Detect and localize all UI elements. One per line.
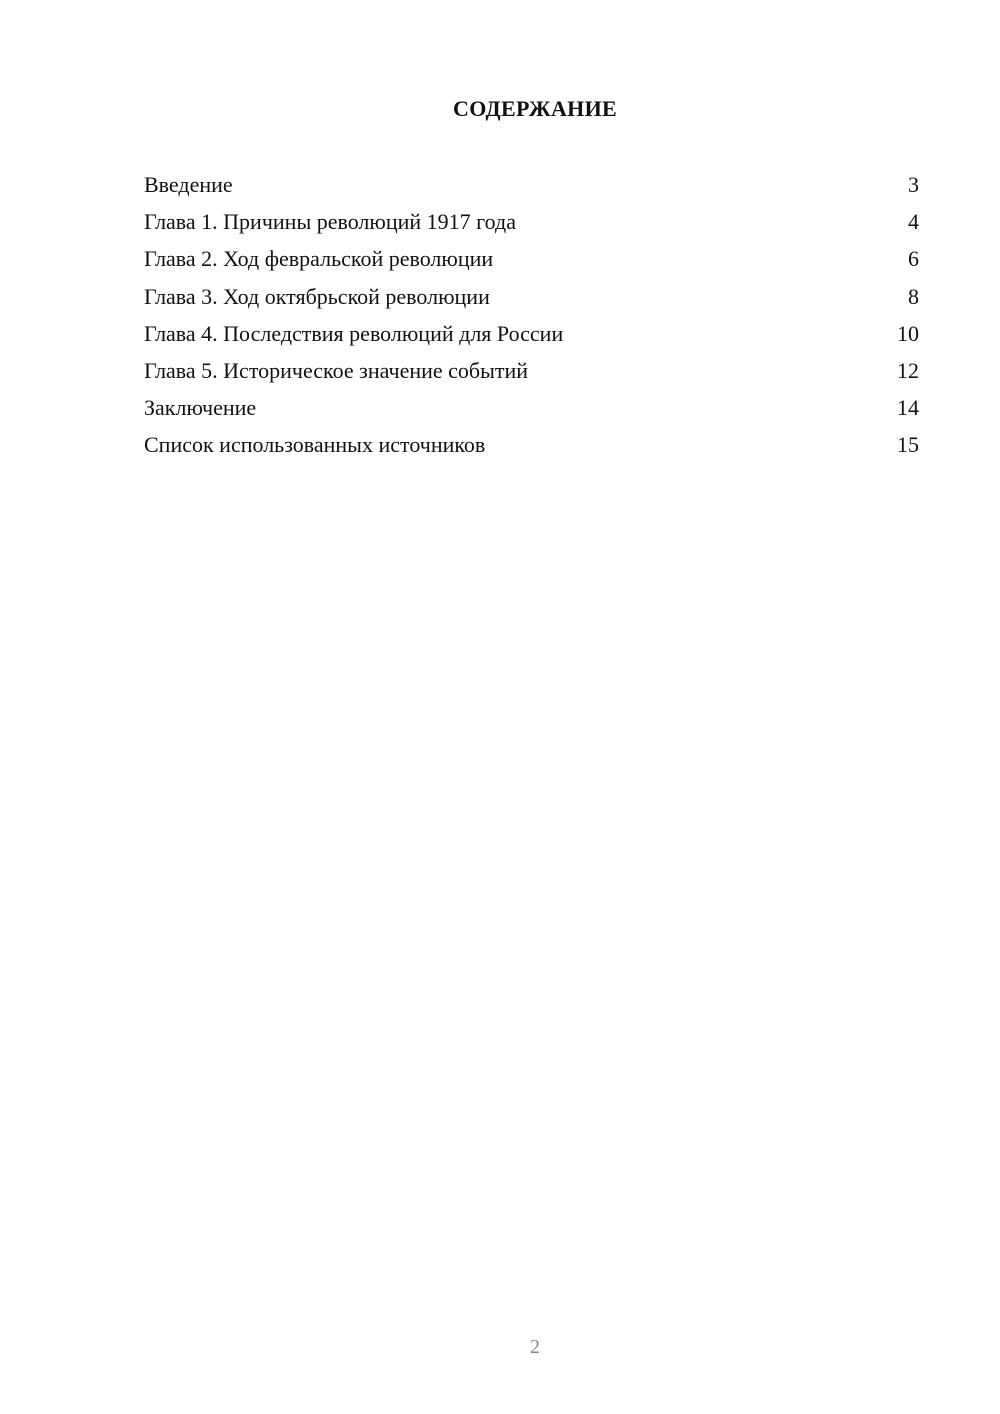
toc-title: СОДЕРЖАНИЕ xyxy=(453,96,617,121)
toc-entry-page: 6 xyxy=(908,246,919,272)
toc-entry-page: 15 xyxy=(897,432,919,458)
toc-entry-label: Глава 1. Причины революций 1917 года xyxy=(144,209,516,235)
toc-entry-page: 8 xyxy=(908,283,919,309)
toc-entry-label: Глава 5. Историческое значение событий xyxy=(144,357,529,383)
toc-entry-chapter-2 xyxy=(144,242,919,279)
toc-entry-introduction xyxy=(144,168,919,205)
toc-entry-chapter-5 xyxy=(144,354,919,391)
toc-entry-chapter-4 xyxy=(144,317,919,354)
toc-entry-page: 3 xyxy=(908,172,919,197)
toc-entry-references xyxy=(144,428,919,465)
toc-entry-page: 10 xyxy=(897,320,919,346)
toc-entry-chapter-3 xyxy=(144,280,919,317)
toc-entry-chapter-1 xyxy=(144,205,919,242)
toc-entry-label: Список использованных источников xyxy=(144,432,486,458)
page-number: 2 xyxy=(530,1336,540,1358)
toc-entry-conclusion xyxy=(144,391,919,428)
toc-entry-page: 12 xyxy=(897,357,919,383)
toc-entry-page: 4 xyxy=(908,209,919,235)
toc-entry-label: Глава 2. Ход февральской революции xyxy=(144,246,494,272)
toc-entry-label: Заключение xyxy=(144,395,257,421)
toc-entry-label: Введение xyxy=(144,172,233,197)
toc-entry-label: Глава 4. Последствия революций для России xyxy=(144,320,564,346)
toc-list xyxy=(144,168,919,466)
toc-entry-page: 14 xyxy=(897,395,919,421)
toc-entry-label: Глава 3. Ход октябрьской революции xyxy=(144,283,490,309)
